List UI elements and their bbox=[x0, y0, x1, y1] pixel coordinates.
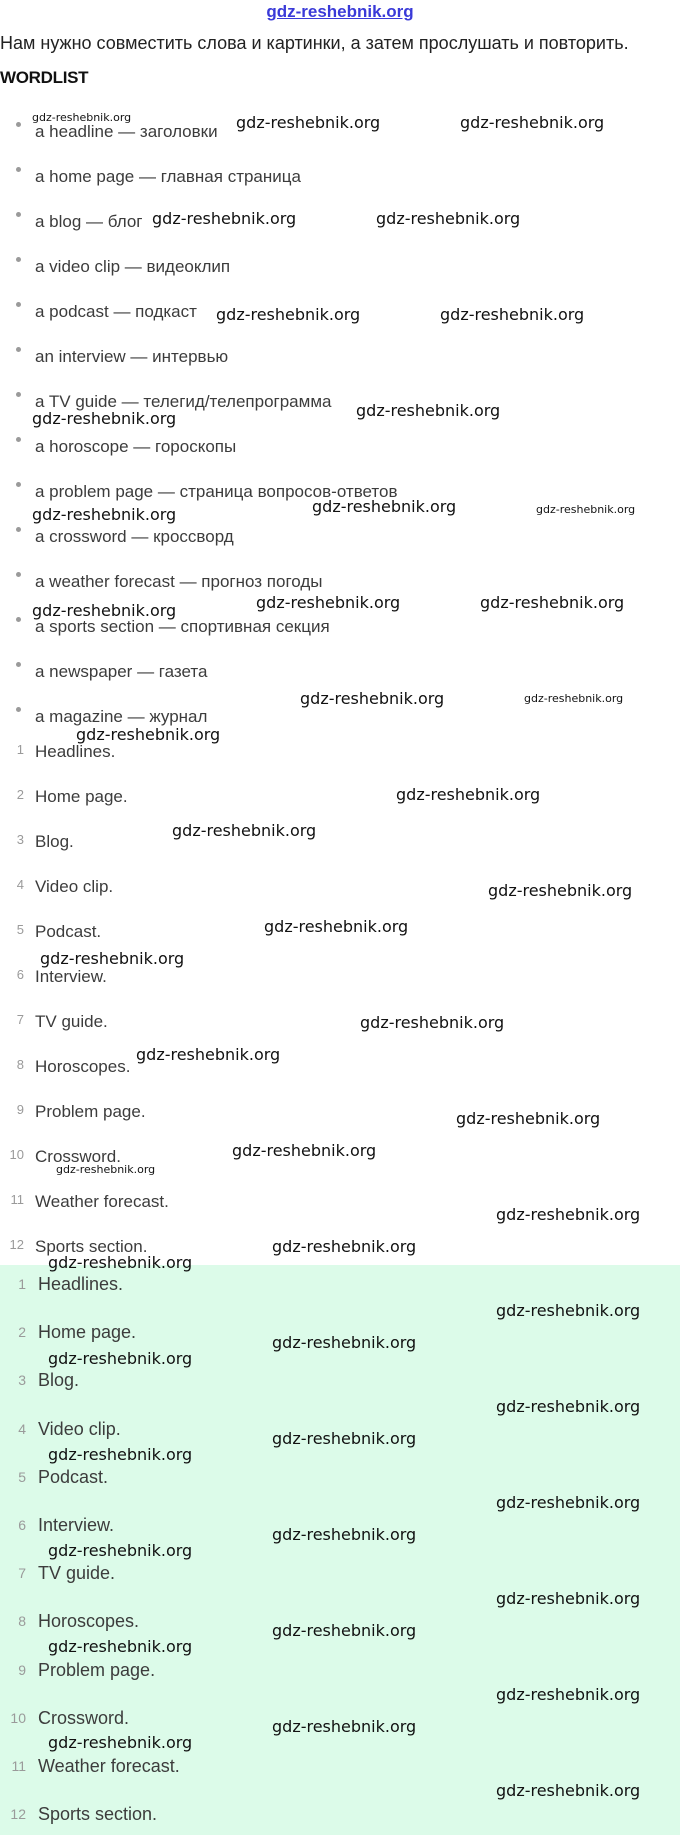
wordlist-item-text: a video clip — видеоклип bbox=[35, 257, 231, 276]
answer-number: 12 bbox=[10, 1806, 26, 1823]
wordlist-item bbox=[0, 335, 680, 380]
task-instruction: Нам нужно совместить слова и картинки, а затем прослушать и повторить. bbox=[0, 33, 629, 53]
watermark: gdz-reshebnik.org bbox=[48, 1541, 193, 1560]
answer-number: 7 bbox=[18, 1565, 26, 1582]
bullet-icon bbox=[16, 707, 21, 712]
watermark: gdz-reshebnik.org bbox=[216, 305, 361, 324]
answer-number: 2 bbox=[16, 787, 24, 802]
answer-item bbox=[0, 1795, 680, 1843]
answer-item bbox=[0, 1045, 680, 1094]
watermark: gdz-reshebnik.org bbox=[272, 1717, 417, 1736]
wordlist-item bbox=[0, 245, 680, 290]
answer-text: Video clip. bbox=[38, 1418, 121, 1439]
wordlist-item-text: a problem page — страница вопросов-ответов bbox=[35, 482, 398, 501]
watermark: gdz-reshebnik.org bbox=[356, 401, 501, 420]
watermark: gdz-reshebnik.org bbox=[32, 409, 177, 428]
bullet-icon bbox=[16, 482, 21, 487]
watermark: gdz-reshebnik.org bbox=[496, 1589, 641, 1608]
watermark: gdz-reshebnik.org bbox=[496, 1397, 641, 1416]
answer-text: Blog. bbox=[35, 832, 74, 851]
watermark: gdz-reshebnik.org bbox=[48, 1445, 193, 1464]
watermark: gdz-reshebnik.org bbox=[32, 111, 132, 124]
watermark: gdz-reshebnik.org bbox=[480, 593, 625, 612]
answer-text: Podcast. bbox=[35, 922, 102, 941]
watermark: gdz-reshebnik.org bbox=[32, 601, 177, 620]
answer-text: Crossword. bbox=[35, 1147, 121, 1166]
answer-item bbox=[0, 779, 680, 824]
bullet-icon bbox=[16, 392, 21, 397]
watermark: gdz-reshebnik.org bbox=[48, 1637, 193, 1656]
bullet-icon bbox=[16, 437, 21, 442]
watermark: gdz-reshebnik.org bbox=[456, 1109, 601, 1128]
answer-number: 6 bbox=[18, 1516, 26, 1533]
watermark: gdz-reshebnik.org bbox=[496, 1493, 641, 1512]
answer-number: 5 bbox=[16, 922, 24, 937]
wordlist-item-text: a crossword — кроссворд bbox=[35, 527, 234, 546]
watermark: gdz-reshebnik.org bbox=[32, 505, 177, 524]
answer-number: 1 bbox=[16, 742, 24, 757]
answer-number: 9 bbox=[18, 1661, 26, 1678]
wordlist-item-text: a TV guide — телегид/телепрограмма bbox=[35, 392, 332, 411]
watermark: gdz-reshebnik.org bbox=[496, 1685, 641, 1704]
answers-list bbox=[0, 734, 680, 1274]
bullet-icon bbox=[16, 212, 21, 217]
wordlist-item-text: a headline — заголовки bbox=[35, 122, 218, 141]
answer-text: Headlines. bbox=[35, 742, 116, 761]
answer-text: Sports section. bbox=[35, 1237, 148, 1256]
answer-number: 11 bbox=[11, 1757, 26, 1774]
wordlist-item bbox=[0, 155, 680, 200]
answer-text: Weather forecast. bbox=[35, 1192, 169, 1211]
bullet-icon bbox=[16, 347, 21, 352]
answer-number: 2 bbox=[18, 1324, 26, 1341]
bullet-icon bbox=[16, 122, 21, 127]
watermark: gdz-reshebnik.org bbox=[440, 305, 585, 324]
wordlist-item-text: a newspaper — газета bbox=[35, 662, 208, 681]
wordlist-heading: WORDLIST bbox=[0, 68, 89, 87]
watermark: gdz-reshebnik.org bbox=[536, 503, 636, 516]
watermark: gdz-reshebnik.org bbox=[496, 1301, 641, 1320]
wordlist-item bbox=[0, 425, 680, 470]
watermark: gdz-reshebnik.org bbox=[376, 209, 521, 228]
watermark: gdz-reshebnik.org bbox=[172, 821, 317, 840]
wordlist-item-text: a sports section — спортивная секция bbox=[35, 617, 330, 636]
answer-text: Interview. bbox=[38, 1514, 115, 1535]
bullet-icon bbox=[16, 167, 21, 172]
watermark: gdz-reshebnik.org bbox=[40, 949, 185, 968]
answer-text: Problem page. bbox=[38, 1659, 156, 1680]
answer-text: Home page. bbox=[38, 1322, 137, 1343]
answer-number: 3 bbox=[16, 832, 24, 847]
answer-text: Crossword. bbox=[38, 1707, 130, 1728]
watermark: gdz-reshebnik.org bbox=[272, 1237, 417, 1256]
watermark: gdz-reshebnik.org bbox=[136, 1045, 281, 1064]
site-link[interactable]: gdz-reshebnik.org bbox=[266, 2, 414, 21]
answer-text: Weather forecast. bbox=[38, 1755, 180, 1776]
answer-text: TV guide. bbox=[38, 1563, 116, 1584]
wordlist-item-text: a weather forecast — прогноз погоды bbox=[35, 572, 323, 591]
watermark: gdz-reshebnik.org bbox=[272, 1429, 417, 1448]
wordlist-item-text: a blog — блог bbox=[35, 212, 143, 231]
answer-number: 11 bbox=[10, 1192, 24, 1207]
answer-text: Interview. bbox=[35, 967, 107, 986]
watermark: gdz-reshebnik.org bbox=[360, 1013, 505, 1032]
watermark: gdz-reshebnik.org bbox=[264, 917, 409, 936]
bullet-icon bbox=[16, 662, 21, 667]
answer-text: TV guide. bbox=[35, 1012, 108, 1031]
watermark: gdz-reshebnik.org bbox=[232, 1141, 377, 1160]
answer-number: 3 bbox=[18, 1372, 26, 1389]
wordlist-item-text: an interview — интервью bbox=[35, 347, 229, 366]
wordlist-item-text: a magazine — журнал bbox=[35, 707, 208, 726]
answer-text: Video clip. bbox=[35, 877, 114, 896]
wordlist-item-text: a podcast — подкаст bbox=[35, 302, 197, 321]
watermark: gdz-reshebnik.org bbox=[48, 1253, 193, 1272]
answer-text: Home page. bbox=[35, 787, 128, 806]
watermark: gdz-reshebnik.org bbox=[488, 881, 633, 900]
watermark: gdz-reshebnik.org bbox=[48, 1349, 193, 1368]
answer-text: Podcast. bbox=[38, 1466, 109, 1487]
watermark: gdz-reshebnik.org bbox=[152, 209, 297, 228]
answer-number: 8 bbox=[18, 1613, 26, 1630]
answer-text: Problem page. bbox=[35, 1102, 146, 1121]
watermark: gdz-reshebnik.org bbox=[312, 497, 457, 516]
answer-number: 8 bbox=[16, 1057, 24, 1072]
wordlist-item-text: a horoscope — гороскопы bbox=[35, 437, 237, 456]
watermark: gdz-reshebnik.org bbox=[76, 725, 221, 744]
answer-number: 10 bbox=[10, 1709, 26, 1726]
answer-number: 6 bbox=[16, 967, 24, 982]
answer-text: Horoscopes. bbox=[38, 1611, 140, 1632]
answer-item bbox=[0, 1004, 680, 1049]
watermark: gdz-reshebnik.org bbox=[496, 1781, 641, 1800]
watermark: gdz-reshebnik.org bbox=[48, 1733, 193, 1752]
answer-text: Blog. bbox=[38, 1370, 80, 1391]
answer-number: 9 bbox=[16, 1102, 24, 1117]
answer-number: 4 bbox=[16, 877, 24, 892]
answer-number: 1 bbox=[18, 1276, 26, 1292]
answer-text: Sports section. bbox=[38, 1804, 158, 1825]
wordlist-item bbox=[0, 200, 680, 245]
watermark: gdz-reshebnik.org bbox=[272, 1333, 417, 1352]
watermark: gdz-reshebnik.org bbox=[396, 785, 541, 804]
watermark: gdz-reshebnik.org bbox=[256, 593, 401, 612]
watermark: gdz-reshebnik.org bbox=[236, 113, 381, 132]
bullet-icon bbox=[16, 257, 21, 262]
watermark: gdz-reshebnik.org bbox=[524, 692, 624, 705]
bullet-icon bbox=[16, 302, 21, 307]
answer-item bbox=[0, 821, 680, 869]
wordlist-item-text: a home page — главная страница bbox=[35, 167, 301, 186]
answer-number: 4 bbox=[18, 1420, 26, 1437]
bullet-icon bbox=[16, 572, 21, 577]
bullet-icon bbox=[16, 617, 21, 622]
answer-text: Headlines. bbox=[38, 1274, 124, 1294]
watermark: gdz-reshebnik.org bbox=[460, 113, 605, 132]
answer-text: Horoscopes. bbox=[35, 1057, 131, 1076]
watermark: gdz-reshebnik.org bbox=[56, 1163, 156, 1176]
bullet-icon bbox=[16, 527, 21, 532]
watermark: gdz-reshebnik.org bbox=[300, 689, 445, 708]
answer-number: 12 bbox=[9, 1237, 24, 1252]
watermark: gdz-reshebnik.org bbox=[272, 1525, 417, 1544]
answer-number: 7 bbox=[16, 1012, 24, 1027]
answer-number: 5 bbox=[18, 1468, 26, 1485]
answer-number: 10 bbox=[9, 1147, 24, 1162]
watermark: gdz-reshebnik.org bbox=[272, 1621, 417, 1640]
watermark: gdz-reshebnik.org bbox=[496, 1205, 641, 1224]
